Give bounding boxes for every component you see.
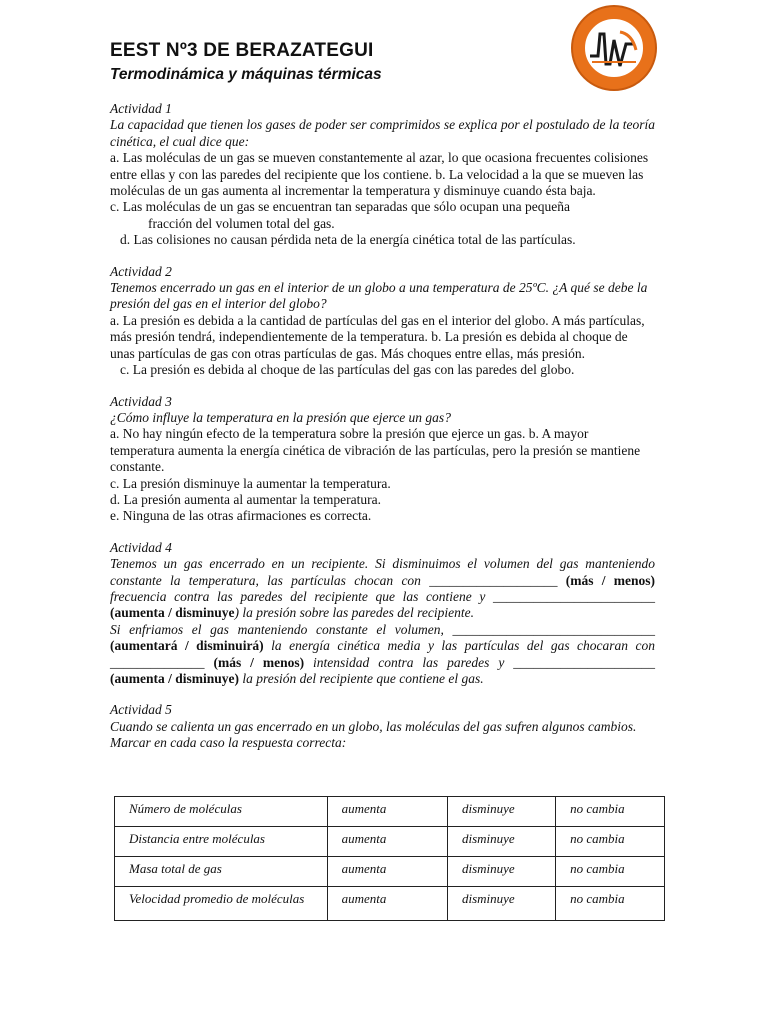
activity-title: Actividad 1 [110, 101, 172, 116]
activity-title: Actividad 5 [110, 702, 172, 718]
table-cell[interactable]: disminuye [447, 887, 555, 921]
choice-text: (más / menos) [565, 572, 655, 588]
table-cell: Masa total de gas [115, 857, 328, 887]
table-cell[interactable]: no cambia [556, 887, 665, 921]
table-cell[interactable]: disminuye [447, 827, 555, 857]
table-row [115, 797, 665, 827]
choice-text: (aumentará / disminuirá) [110, 638, 264, 654]
option-ab: a. Las moléculas de un gas se mueven constantemente al azar, lo que ocasiona frecuentes colisiones entre ellas y con las paredes del recipiente que los contiene. b. La velocidad a la que se mueven las moléculas de un gas aumenta al incrementar la temperatura y disminuye cuando ésta baja. [110, 150, 649, 199]
activity-title: Actividad 3 [110, 393, 172, 409]
text: Si enfriamos el gas manteniendo constante el volumen, ______________________________ [110, 621, 655, 637]
choice-text: (aumenta / disminuye [110, 605, 235, 621]
school-title: EEST Nº3 DE BERAZATEGUI [110, 40, 374, 61]
table-cell: Distancia entre moléculas [115, 827, 328, 857]
option-c: c. La presión disminuye la aumentar la temperatura. [110, 475, 391, 491]
option-d: d. Las colisiones no causan pérdida neta de la energía cinética total de las partículas. [120, 232, 576, 248]
choice-text: (más / menos) [213, 654, 305, 670]
table-row [115, 827, 665, 857]
table-cell[interactable]: aumenta [327, 827, 447, 857]
activity-2 [110, 264, 655, 379]
subject-title: Termodinámica y máquinas térmicas [110, 66, 382, 83]
activity-question: ¿Cómo influye la temperatura en la presión que ejerce un gas? [110, 409, 451, 425]
text: la presión del recipiente que contiene el gas. [239, 671, 484, 686]
table-cell[interactable]: disminuye [447, 857, 555, 887]
activity-3 [110, 394, 655, 525]
text: frecuencia contra las paredes del recipiente que las contiene y ________________________ [110, 588, 655, 604]
option-c-cont: fracción del volumen total del gas. [148, 215, 335, 231]
choice-text: (aumenta / disminuye) [110, 671, 240, 686]
activity-4 [110, 540, 655, 688]
option-e: e. Ninguna de las otras afirmaciones es correcta. [110, 508, 372, 524]
text: Tenemos un gas encerrado en un recipiente. Si disminuimos el volumen del gas manteniendo constante la temperatura, las partículas chocan con ___________________ [110, 556, 655, 588]
activity-title: Actividad 2 [110, 263, 172, 279]
option-ab: a. No hay ningún efecto de la temperatura sobre la presión que ejerce un gas. b. A mayor temperatura aumenta la energía cinética de vibración de las partículas, pero la presión se mantiene constante. [110, 426, 641, 475]
table-cell[interactable]: aumenta [327, 797, 447, 827]
table-cell[interactable]: aumenta [327, 887, 447, 921]
option-c: c. Las moléculas de un gas se encuentran tan separadas que sólo ocupan una pequeña [110, 199, 570, 215]
table-cell: Número de moléculas [115, 797, 328, 827]
table-cell[interactable]: no cambia [556, 827, 665, 857]
answer-table [114, 796, 665, 921]
table-cell[interactable]: aumenta [327, 857, 447, 887]
table-cell[interactable]: disminuye [447, 797, 555, 827]
option-ab: a. La presión es debida a la cantidad de partículas del gas en el interior del globo. A más partículas, más presión tendrá, independientemente de la temperatura. b. La presión es debida al choque de unas partículas de gas con otras partículas de gas. Más choques entre ellas, más presión. [110, 312, 645, 361]
option-c: c. La presión es debida al choque de las partículas del gas con las paredes del globo. [120, 362, 575, 378]
table-cell[interactable]: no cambia [556, 797, 665, 827]
text: intensidad contra las paredes y _____________________ [304, 654, 656, 670]
activity-paragraph-2 [110, 622, 655, 688]
table-row [115, 887, 665, 921]
activities-content [110, 101, 655, 767]
activity-1 [110, 101, 655, 249]
activity-paragraph-1 [110, 556, 655, 622]
table-row [115, 857, 665, 887]
school-logo [570, 4, 658, 92]
activity-5 [110, 702, 655, 751]
table-cell: Velocidad promedio de moléculas [115, 887, 328, 921]
text: ) la presión sobre las paredes del recipiente. [234, 605, 474, 621]
activity-question: Cuando se calienta un gas encerrado en un globo, las moléculas del gas sufren algunos cambios. Marcar en cada caso la respuesta correcta: [110, 718, 637, 751]
option-d: d. La presión aumenta al aumentar la temperatura. [110, 491, 382, 507]
activity-question: Tenemos encerrado un gas en el interior de un globo a una temperatura de 25ºC. ¿A qué se debe la presión del gas en el interior del globo? [110, 280, 648, 312]
table-cell[interactable]: no cambia [556, 857, 665, 887]
text: la energía cinética media y las partículas del gas chocaran con ______________ [110, 638, 655, 670]
activity-title: Actividad 4 [110, 539, 172, 555]
activity-question: La capacidad que tienen los gases de poder ser comprimidos se explica por el postulado de la teoría cinética, el cual dice que: [110, 117, 655, 149]
